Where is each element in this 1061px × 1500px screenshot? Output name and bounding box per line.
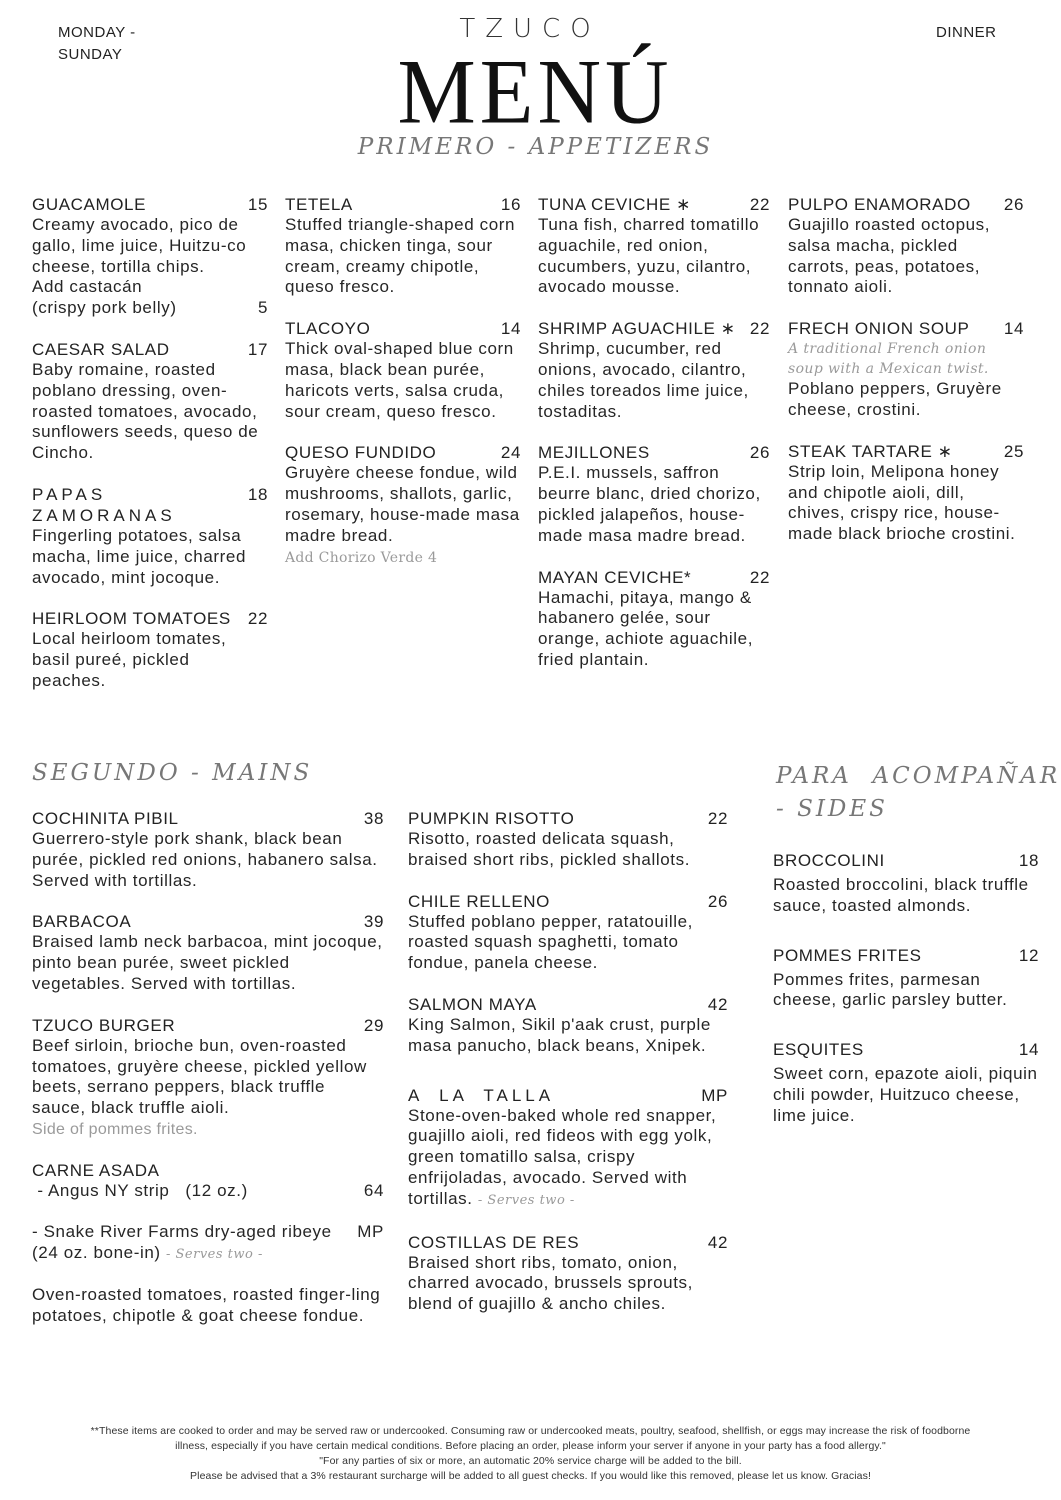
item-price: 22 — [749, 195, 770, 214]
menu-item — [538, 194, 770, 298]
footer-disclaimer — [0, 1424, 1061, 1484]
item-description: King Salmon, Sikil p'aak crust, purple masa panucho, black beans, Xnipek. — [408, 1014, 711, 1055]
menu-item — [32, 1015, 384, 1140]
item-description: Stuffed poblano pepper, ratatouille, roasted squash spaghetti, tomato fondue, panela cheese. — [408, 911, 693, 973]
days-line-1: MONDAY - — [58, 24, 136, 41]
footer-line-3: "For any parties of six or more, an automatic 20% service charge will be added to the bill. — [319, 1455, 742, 1467]
item-name: MAYAN CEVICHE* — [538, 567, 692, 587]
appetizers-column-2 — [285, 194, 521, 589]
item-name: MEJILLONES — [538, 443, 650, 463]
menu-item — [408, 1085, 728, 1212]
appetizers-column-3 — [538, 194, 770, 691]
item-description: Thick oval-shaped blue corn masa, black bean purée, haricots verts, salsa cruda, sour cream, queso fresco. — [285, 339, 514, 421]
item-name: A LA TALLA — [408, 1085, 555, 1105]
item-description: Local heirloom tomates, basil pureé, pickled peaches. — [32, 629, 227, 690]
item-description: Roasted broccolini, black truffle sauce, toasted almonds. — [773, 875, 1029, 915]
menu-item — [538, 318, 770, 422]
menu-item — [32, 484, 268, 588]
serves-two-note: - Serves two - — [477, 1192, 575, 1208]
menu-item — [285, 442, 521, 568]
item-price: 25 — [1003, 441, 1024, 461]
item-price: 26 — [1003, 195, 1024, 214]
item-price: 14 — [1018, 1040, 1039, 1060]
item-name: TZUCO BURGER — [32, 1015, 176, 1035]
item-name: PUMPKIN RISOTTO — [408, 809, 575, 828]
mains-column-1 — [32, 808, 384, 1347]
item-description: Fingerling potatoes, salsa macha, lime juice, charred avocado, mint jocoque. — [32, 525, 247, 587]
item-name: GUACAMOLE — [32, 195, 147, 214]
page-title: MENÚ — [397, 41, 673, 144]
footer-line-4: Please be advised that a 3% restaurant surcharge will be added to all guest checks. If you would like this removed, please let us know. Gracias! — [190, 1470, 871, 1482]
item-price: 22 — [749, 567, 770, 587]
item-description: Stone-oven-baked whole red snapper, guajillo aioli, red fideos with egg yolk, green tomatillo salsa, crispy enfrijoladas, avocado. Served with tortillas. — [408, 1105, 717, 1208]
item-price: 22 — [749, 319, 770, 339]
menu-item — [32, 808, 384, 891]
item-description: Stuffed triangle-shaped corn masa, chicken tinga, sour cream, creamy chipotle, queso fresco. — [285, 215, 516, 297]
item-addon: Add castacán — [32, 277, 143, 297]
item-price: 22 — [707, 809, 728, 828]
item-extra: Add Chorizo Verde 4 — [285, 549, 438, 566]
item-description: Risotto, roasted delicata squash, braised short ribs, pickled shallots. — [408, 829, 691, 869]
sides-heading-line-1: PARA ACOMPAÑAR — [776, 763, 1061, 789]
item-name: PULPO ENAMORADO — [788, 195, 971, 214]
footer-line-2: illness, especially if you have certain medical conditions. Before placing an order, please inform your server if anyone in your party has a food allergy." — [175, 1440, 886, 1452]
item-name: PAPAS ZAMORANAS — [32, 484, 176, 525]
item-price: 12 — [1018, 945, 1039, 965]
item-name: FRECH ONION SOUP — [788, 319, 970, 339]
menu-item — [32, 339, 268, 464]
menu-item — [32, 608, 268, 691]
days-line-2: SUNDAY — [58, 46, 123, 63]
appetizers-column-4 — [788, 194, 1024, 565]
option-angus-price: 64 — [363, 1180, 384, 1200]
menu-item — [788, 318, 1024, 421]
menu-item — [773, 945, 1039, 1012]
item-price: 29 — [363, 1015, 384, 1035]
item-name: TETELA — [285, 195, 353, 214]
item-price: 15 — [247, 195, 268, 214]
item-name: CAESAR SALAD — [32, 339, 170, 359]
item-description: Shrimp, cucumber, red onions, avocado, cilantro, chiles toreados lime juice, tostaditas. — [538, 339, 749, 421]
menu-item — [788, 194, 1024, 298]
item-price: 17 — [247, 339, 268, 359]
item-price: 18 — [247, 484, 268, 504]
item-description: Hamachi, pitaya, mango & habanero gelée, sour orange, achiote aguachile, fried plantain. — [538, 587, 754, 669]
menu-item — [408, 808, 728, 871]
service-label: DINNER — [936, 24, 997, 41]
item-name: STEAK TARTARE ∗ — [788, 441, 953, 461]
item-price: 26 — [749, 443, 770, 463]
days-label — [58, 22, 136, 66]
item-price: 14 — [500, 319, 521, 339]
item-description: Guajillo roasted octopus, salsa macha, pickled carrots, peas, potatoes, tonnato aioli. — [788, 215, 991, 297]
menu-item — [32, 911, 384, 994]
item-description: Poblano peppers, Gruyère cheese, crostini. — [788, 379, 1002, 419]
item-description: Oven-roasted tomatoes, roasted finger-ling potatoes, chipotle & goat cheese fondue. — [32, 1285, 381, 1326]
addon-price: 5 — [257, 298, 268, 318]
item-price: 18 — [1018, 851, 1039, 870]
menu-item — [773, 1039, 1039, 1126]
item-name: ESQUITES — [773, 1040, 864, 1060]
item-price: MP — [701, 1085, 728, 1105]
item-price: 42 — [707, 994, 728, 1014]
menu-item — [285, 318, 521, 422]
item-name: SALMON MAYA — [408, 994, 537, 1014]
item-description: Gruyère cheese fondue, wild mushrooms, shallots, garlic, rosemary, house-made masa madre bread. — [285, 463, 520, 545]
item-price: 24 — [500, 443, 521, 463]
item-name: TUNA CEVICHE ∗ — [538, 195, 691, 214]
sides-heading — [776, 760, 1060, 826]
sides-column — [773, 850, 1039, 1155]
option-angus: - Angus NY strip (12 oz.) — [32, 1180, 248, 1200]
option-ribeye-price: MP — [357, 1221, 384, 1241]
menu-item — [408, 994, 728, 1057]
appetizers-heading: PRIMERO - APPETIZERS — [357, 134, 714, 160]
item-description: Guerrero-style pork shank, black bean purée, pickled red onions, habanero salsa. Served with tortillas. — [32, 829, 378, 890]
item-name: CARNE ASADA — [32, 1160, 160, 1180]
item-price: 22 — [247, 609, 268, 629]
item-name: POMMES FRITES — [773, 945, 922, 965]
item-price: 26 — [707, 891, 728, 911]
item-description: Beef sirloin, brioche bun, oven-roasted tomatoes, gruyère cheese, pickled yellow beets, serrano peppers, black truffle sauce, black truffle aioli. — [32, 1035, 367, 1118]
item-name: QUESO FUNDIDO — [285, 443, 437, 463]
footer-line-1: **These items are cooked to order and may be served raw or undercooked. Consuming raw or undercooked meats, poultry, seafood, shellfish, or eggs may increase the risk of foodborne — [90, 1425, 971, 1437]
item-description: Pommes frites, parmesan cheese, garlic parsley butter. — [773, 969, 1008, 1010]
item-description: P.E.I. mussels, saffron beurre blanc, dried chorizo, pickled jalapeños, house-made masa madre bread. — [538, 463, 761, 545]
menu-item — [773, 850, 1039, 917]
item-price: 38 — [363, 809, 384, 828]
item-name: COSTILLAS DE RES — [408, 1232, 580, 1252]
menu-item — [285, 194, 521, 298]
item-price: 14 — [1003, 319, 1024, 339]
appetizers-column-1 — [32, 194, 268, 712]
item-price: 39 — [363, 912, 384, 932]
item-name: BARBACOA — [32, 912, 132, 932]
item-description: Creamy avocado, pico de gallo, lime juice, Huitzu-co cheese, tortilla chips. — [32, 215, 247, 276]
mains-column-2 — [408, 808, 728, 1335]
item-name: TLACOYO — [285, 319, 371, 339]
item-note: A traditional French onion soup with a Mexican twist. — [788, 341, 989, 378]
menu-item — [788, 441, 1024, 545]
item-addon-detail: (crispy pork belly) — [32, 298, 177, 318]
item-description: Sweet corn, epazote aioli, piquin chili powder, Huitzuco cheese, lime juice. — [773, 1064, 1038, 1125]
item-description: Strip loin, Melipona honey and chipotle aioli, dill, chives, crispy rice, house-made black brioche crostini. — [788, 461, 1016, 544]
item-name: SHRIMP AGUACHILE ∗ — [538, 319, 736, 339]
option-ribeye-detail: (24 oz. bone-in) — [32, 1242, 161, 1262]
item-price: 42 — [707, 1232, 728, 1252]
item-description: Baby romaine, roasted poblano dressing, oven-roasted tomatoes, avocado, sunflowers seeds, queso de Cincho. — [32, 359, 259, 463]
menu-item — [538, 567, 770, 671]
menu-item — [32, 1160, 384, 1327]
mains-heading: SEGUNDO - MAINS — [32, 760, 313, 786]
item-name: HEIRLOOM TOMATOES — [32, 609, 231, 629]
item-description: Tuna fish, charred tomatillo aguachile, red onion, cucumbers, yuzu, cilantro, avocado mousse. — [538, 215, 760, 297]
item-name: CHILE RELLENO — [408, 891, 550, 911]
item-side-note: Side of pommes frites. — [32, 1120, 198, 1138]
item-name: COCHINITA PIBIL — [32, 809, 179, 828]
item-description: Braised short ribs, tomato, onion, charred avocado, brussels sprouts, blend of guajillo & ancho chiles. — [408, 1252, 693, 1314]
item-description: Braised lamb neck barbacoa, mint jocoque, pinto bean purée, sweet pickled vegetables. Served with tortillas. — [32, 932, 383, 993]
menu-item — [408, 891, 728, 974]
menu-item — [538, 442, 770, 546]
menu-item — [32, 194, 268, 319]
menu-item — [408, 1232, 728, 1315]
item-price: 16 — [500, 195, 521, 214]
serves-two-note: - Serves two - — [166, 1246, 263, 1262]
sides-heading-line-2: - SIDES — [776, 796, 888, 822]
item-name: BROCCOLINI — [773, 851, 885, 870]
brand-name: TZUCO — [459, 14, 601, 44]
option-ribeye: - Snake River Farms dry-aged ribeye — [32, 1221, 332, 1241]
